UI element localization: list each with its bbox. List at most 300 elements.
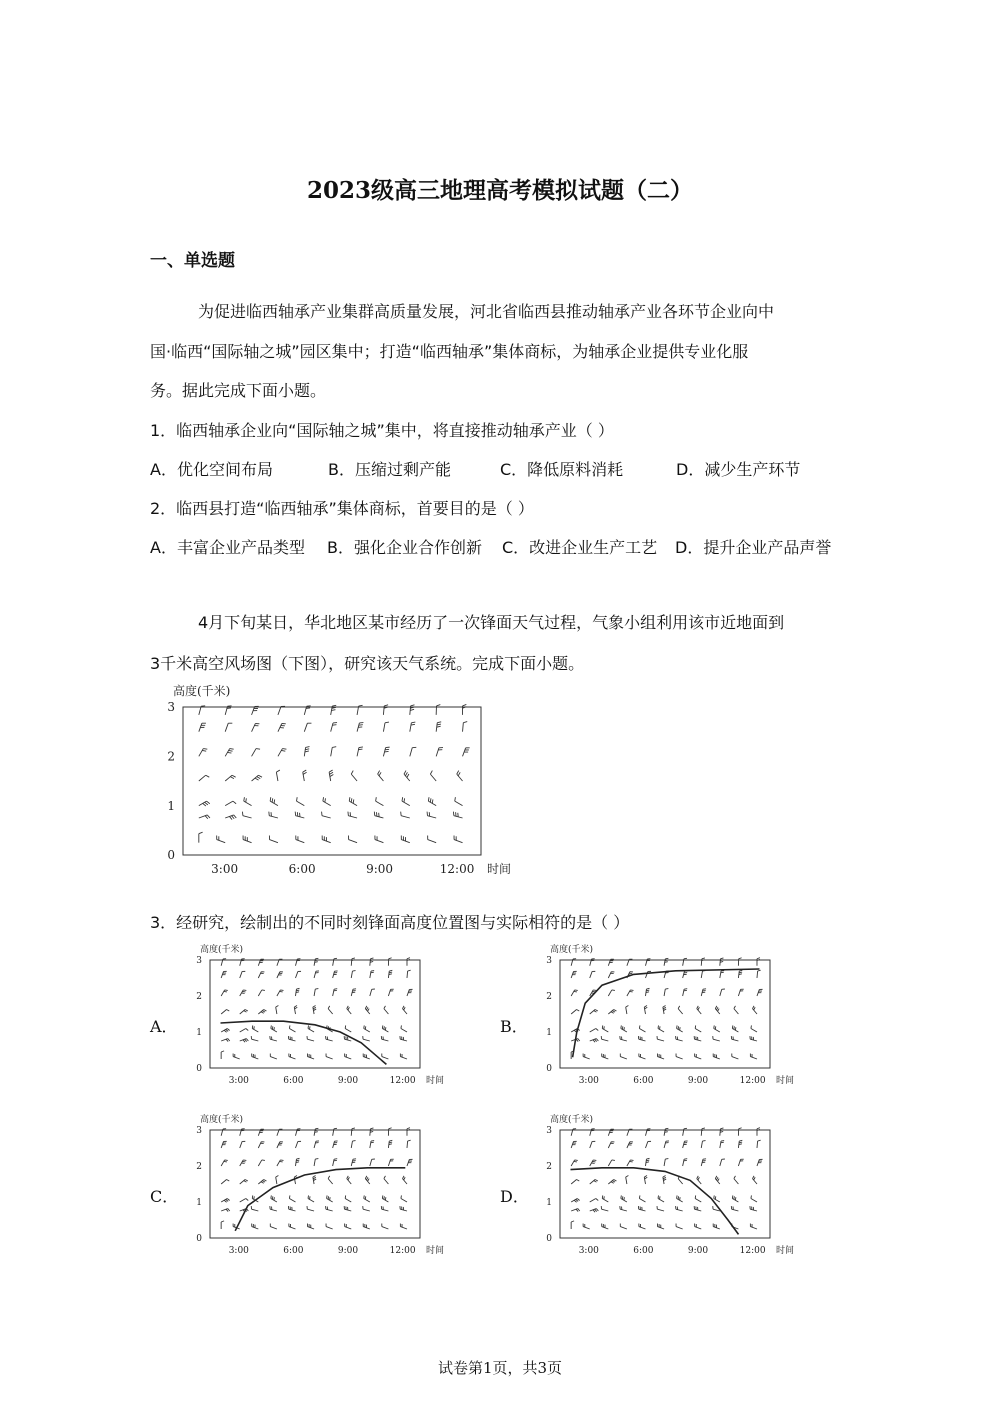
wind-barb xyxy=(608,990,615,996)
wind-barb xyxy=(288,1036,295,1041)
wind-barb xyxy=(407,1140,411,1148)
wind-barb xyxy=(258,972,264,978)
wind-barb xyxy=(221,1039,230,1042)
wind-barb xyxy=(363,1223,370,1229)
wind-barb xyxy=(401,836,410,843)
wind-barb xyxy=(252,775,262,781)
wind-barb xyxy=(757,958,760,966)
wind-barb xyxy=(590,1039,599,1043)
wind-barb xyxy=(463,722,468,732)
wind-barb xyxy=(602,1195,608,1202)
x-tick-label: 9:00 xyxy=(337,1076,359,1086)
wind-barb xyxy=(349,836,358,843)
wind-barb xyxy=(751,1025,757,1032)
wind-barb xyxy=(697,1006,701,1014)
wind-barb xyxy=(375,836,384,843)
wind-barb xyxy=(664,1141,669,1148)
wind-barb xyxy=(383,705,388,715)
wind-barb xyxy=(720,971,724,978)
wind-barb xyxy=(364,1025,370,1032)
wind-barb xyxy=(683,1159,688,1166)
wind-barb xyxy=(225,801,236,806)
wind-barb xyxy=(608,1180,616,1184)
wind-barb xyxy=(638,1036,645,1041)
question-1-stem: 1．临西轴承企业向“国际轴之城”集中，将直接推动轴承产业（ ） xyxy=(150,421,614,440)
wind-barb xyxy=(608,1010,616,1014)
wind-barb xyxy=(221,1199,230,1203)
wind-barb xyxy=(407,970,411,978)
option-d-chart[interactable] xyxy=(540,1110,795,1256)
wind-barb xyxy=(322,836,331,843)
wind-barb xyxy=(664,958,668,965)
q3-option-d-label[interactable]: D． xyxy=(500,1187,529,1206)
wind-barb xyxy=(676,1036,683,1041)
wind-barb xyxy=(626,1175,629,1184)
wind-barb xyxy=(571,1160,578,1166)
wind-barb xyxy=(225,723,232,732)
wind-barb xyxy=(752,1176,756,1184)
wind-barb xyxy=(351,989,356,996)
wind-barb xyxy=(571,1010,579,1014)
wind-barb xyxy=(351,971,355,978)
wind-barb xyxy=(370,989,375,996)
wind-barb xyxy=(757,970,761,978)
wind-barb xyxy=(701,971,705,978)
q2-option-a[interactable]: A．丰富企业产品类型 xyxy=(150,538,305,557)
wind-barb xyxy=(639,1195,645,1202)
question-3-stem: 3．经研究，绘制出的不同时刻锋面高度位置图与实际相符的是（ ） xyxy=(150,913,630,932)
wind-barb xyxy=(271,1195,277,1202)
wind-barb xyxy=(388,1140,392,1148)
x-tick-label: 12:00 xyxy=(389,1246,416,1256)
wind-barb xyxy=(644,1175,647,1184)
wind-barb xyxy=(313,1005,316,1014)
wind-barb xyxy=(701,1159,706,1166)
wind-barb xyxy=(734,1006,738,1014)
wind-barb xyxy=(252,706,259,715)
wind-barb xyxy=(295,1141,301,1148)
wind-barb xyxy=(701,958,705,966)
wind-barb xyxy=(410,747,417,756)
wind-barb xyxy=(303,770,307,781)
wind-barb xyxy=(590,971,596,978)
x-tick-label: 12:00 xyxy=(439,862,475,876)
q1-option-a[interactable]: A．优化空间布局 xyxy=(150,460,273,479)
wind-barb xyxy=(738,1128,741,1136)
wind-barb xyxy=(326,1036,333,1041)
y-tick-label: 0 xyxy=(546,1064,552,1075)
wind-barb xyxy=(333,1141,338,1148)
wind-barb xyxy=(638,1206,645,1211)
x-axis-label: 时间 xyxy=(487,862,512,876)
wind-barb xyxy=(676,1223,683,1229)
wind-barb xyxy=(381,1206,388,1211)
wind-barb xyxy=(221,990,228,996)
wind-barb xyxy=(571,971,577,978)
q3-option-b-label[interactable]: B． xyxy=(500,1017,528,1036)
q2-option-c[interactable]: C．改进企业生产工艺 xyxy=(502,538,658,557)
wind-barb xyxy=(225,815,236,820)
wind-barb xyxy=(695,1053,702,1059)
wind-barb xyxy=(757,1159,763,1166)
wind-barb xyxy=(258,1142,264,1148)
wind-barb xyxy=(714,1195,720,1202)
wind-barb xyxy=(713,1036,720,1041)
wind-barb xyxy=(251,1036,258,1041)
x-tick-label: 3:00 xyxy=(228,1076,249,1086)
wind-barb xyxy=(383,747,389,756)
x-tick-label: 6:00 xyxy=(283,1246,304,1256)
wind-barb xyxy=(757,989,763,996)
wind-barb xyxy=(402,1006,406,1014)
wind-barb xyxy=(590,1199,599,1203)
x-tick-label: 3:00 xyxy=(578,1246,599,1256)
wind-barb xyxy=(295,988,299,996)
wind-barb xyxy=(345,1195,351,1202)
q2-option-d[interactable]: D．提升企业产品声誉 xyxy=(675,538,832,557)
wind-barb xyxy=(738,989,743,996)
wind-barb xyxy=(351,1141,355,1148)
wind-barb xyxy=(590,1180,598,1184)
wind-barb xyxy=(752,1006,756,1014)
wind-barb xyxy=(345,1025,351,1032)
wind-barb xyxy=(331,723,337,732)
wind-barb xyxy=(571,1221,574,1229)
wind-barb xyxy=(384,1006,388,1014)
y-axis-label: 高度(千米) xyxy=(550,1115,594,1125)
wind-barb xyxy=(639,1223,646,1229)
wind-barb xyxy=(221,1180,229,1184)
wind-barb xyxy=(388,1159,393,1166)
wind-barb xyxy=(714,1025,720,1032)
wind-barb xyxy=(328,1176,332,1184)
wind-barb xyxy=(333,989,338,996)
y-tick-label: 3 xyxy=(167,700,175,715)
wind-barb xyxy=(750,1206,757,1211)
wind-barb xyxy=(627,990,634,996)
wind-barb xyxy=(621,1195,627,1202)
wind-barb xyxy=(720,1141,724,1148)
wind-barb xyxy=(307,1223,314,1229)
wind-barb xyxy=(351,958,355,966)
y-axis-label: 高度(千米) xyxy=(200,945,244,955)
wind-barb xyxy=(720,1128,724,1136)
x-tick-label: 6:00 xyxy=(283,1076,304,1086)
wind-barb xyxy=(347,1176,351,1184)
wind-barb xyxy=(240,1199,249,1203)
q1-option-b[interactable]: B．压缩过剩产能 xyxy=(328,460,451,479)
y-tick-label: 1 xyxy=(546,1028,552,1039)
wind-barb xyxy=(410,705,415,715)
wind-barb xyxy=(383,722,389,732)
wind-barb xyxy=(750,1036,757,1041)
wind-barb xyxy=(683,1141,688,1148)
wind-field-chart xyxy=(150,680,512,880)
x-tick-label: 3:00 xyxy=(211,862,239,876)
wind-barb xyxy=(751,1195,757,1202)
wind-barb xyxy=(364,1195,370,1202)
wind-barb xyxy=(252,1223,259,1229)
q1-option-d[interactable]: D．减少生产环节 xyxy=(676,460,801,479)
wind-barb xyxy=(370,971,374,978)
y-tick-label: 2 xyxy=(196,992,202,1003)
wind-barb xyxy=(314,1159,318,1166)
wind-barb xyxy=(738,1159,743,1166)
wind-barb xyxy=(701,989,706,996)
wind-barb xyxy=(645,1141,651,1148)
option-c-chart[interactable] xyxy=(190,1110,445,1256)
wind-barb xyxy=(327,1195,333,1202)
wind-barb xyxy=(590,1209,599,1213)
wind-barb xyxy=(289,1195,295,1202)
y-tick-label: 3 xyxy=(546,956,552,967)
wind-barb xyxy=(627,1160,634,1166)
wind-barb xyxy=(715,1006,719,1014)
wind-barb xyxy=(454,836,463,843)
wind-barb xyxy=(240,971,246,978)
wind-barb xyxy=(225,749,233,757)
wind-barb xyxy=(240,1180,248,1184)
wind-barb xyxy=(351,771,357,781)
wind-barb xyxy=(695,1195,701,1202)
wind-barb xyxy=(400,1036,407,1041)
wind-barb xyxy=(645,1158,649,1166)
q1-option-c[interactable]: C．降低原料消耗 xyxy=(500,460,624,479)
wind-barb xyxy=(242,812,251,818)
x-axis-label: 时间 xyxy=(776,1246,795,1256)
wind-barb xyxy=(388,1128,391,1136)
wind-barb xyxy=(738,1140,742,1148)
wind-barb xyxy=(639,1053,646,1059)
wind-barb xyxy=(258,1180,266,1184)
wind-barb xyxy=(639,1025,645,1032)
x-tick-label: 9:00 xyxy=(366,862,394,876)
wind-barb xyxy=(277,1160,284,1166)
wind-barb xyxy=(627,1142,633,1148)
wind-barb xyxy=(608,972,614,978)
wind-barb xyxy=(382,1223,389,1229)
wind-barb xyxy=(658,1195,664,1202)
y-tick-label: 1 xyxy=(546,1198,552,1209)
front-curve xyxy=(573,969,760,1057)
wind-barb xyxy=(608,1142,614,1148)
wind-barb xyxy=(251,1206,258,1211)
y-tick-label: 0 xyxy=(167,848,175,863)
wind-barb xyxy=(750,1053,757,1059)
wind-barb xyxy=(308,1025,314,1032)
wind-barb xyxy=(683,971,688,978)
wind-barb xyxy=(583,1053,590,1059)
wind-barb xyxy=(720,1159,725,1166)
wind-barb xyxy=(322,812,331,818)
wind-barb xyxy=(252,1053,259,1059)
wind-barb xyxy=(333,958,337,965)
q2-option-b[interactable]: B．强化企业合作创新 xyxy=(327,538,482,557)
wind-barb xyxy=(333,1159,338,1166)
x-tick-label: 3:00 xyxy=(578,1076,599,1086)
wind-barb xyxy=(695,1025,701,1032)
wind-barb xyxy=(244,797,252,805)
wind-barb xyxy=(240,990,247,996)
y-tick-label: 2 xyxy=(196,1162,202,1173)
wind-barb xyxy=(400,1223,407,1229)
wind-barb xyxy=(288,1206,295,1211)
y-tick-label: 2 xyxy=(546,1162,552,1173)
wind-barb xyxy=(314,989,318,996)
wind-barb xyxy=(307,1053,314,1059)
x-tick-label: 6:00 xyxy=(633,1076,654,1086)
y-tick-label: 3 xyxy=(196,956,202,967)
q3-option-c-label[interactable]: C． xyxy=(150,1187,179,1206)
wind-barb xyxy=(243,836,252,843)
wind-barb xyxy=(276,770,279,781)
y-axis-label: 高度(千米) xyxy=(173,684,231,698)
x-tick-label: 6:00 xyxy=(633,1246,654,1256)
question-2-stem: 2．临西县打造“临西轴承”集体商标，首要目的是（ ） xyxy=(150,499,534,518)
wind-barb xyxy=(240,1141,246,1148)
wind-barb xyxy=(295,1158,299,1166)
wind-barb xyxy=(270,1223,277,1229)
option-b-chart[interactable] xyxy=(540,940,795,1086)
q3-option-a-label[interactable]: A． xyxy=(150,1017,178,1036)
passage2-line-2: 3千米高空风场图（下图），研究该天气系统。完成下面小题。 xyxy=(150,654,585,673)
wind-barb xyxy=(221,1160,228,1166)
front-curve xyxy=(235,1168,405,1231)
wind-barb xyxy=(436,722,441,732)
wind-barb xyxy=(363,1206,370,1211)
wind-barb xyxy=(329,770,333,781)
wind-barb xyxy=(571,1209,580,1212)
x-tick-label: 12:00 xyxy=(389,1076,416,1086)
wind-barb xyxy=(571,1141,577,1148)
wind-barb xyxy=(314,1141,319,1148)
wind-barb xyxy=(382,1195,388,1202)
wind-barb xyxy=(270,1053,277,1059)
wind-barb xyxy=(427,812,436,818)
wind-barb xyxy=(347,1006,351,1014)
wind-barb xyxy=(644,1005,647,1014)
wind-barb xyxy=(713,1223,720,1229)
wind-barb xyxy=(463,748,470,757)
wind-barb xyxy=(410,722,416,732)
option-a-chart[interactable] xyxy=(190,940,445,1086)
wind-barb xyxy=(308,1195,314,1202)
wind-barb xyxy=(307,1036,314,1041)
wind-barb xyxy=(314,971,319,978)
wind-barb xyxy=(221,1209,230,1212)
wind-barb xyxy=(374,812,383,818)
wind-barb xyxy=(731,1036,738,1041)
wind-barb xyxy=(348,812,357,818)
wind-barb xyxy=(701,1128,705,1136)
wind-barb xyxy=(694,1206,701,1211)
wind-barb xyxy=(664,1159,668,1166)
y-tick-label: 1 xyxy=(167,798,175,813)
wind-barb xyxy=(713,1053,720,1059)
wind-barb xyxy=(683,958,687,965)
wind-barb xyxy=(297,797,305,805)
wind-barb xyxy=(402,797,410,805)
wind-barb xyxy=(333,1128,337,1135)
wind-barb xyxy=(401,812,410,818)
y-tick-label: 1 xyxy=(196,1198,202,1209)
wind-barb xyxy=(571,1199,580,1203)
wind-barb xyxy=(345,1053,352,1059)
wind-barb xyxy=(326,1223,333,1229)
y-tick-label: 3 xyxy=(196,1126,202,1137)
wind-barb xyxy=(388,958,391,966)
wind-barb xyxy=(270,1036,277,1041)
wind-barb xyxy=(453,812,462,818)
wind-barb xyxy=(221,1221,224,1229)
wind-barb xyxy=(608,1160,615,1166)
wind-barb xyxy=(277,972,283,978)
wind-barb xyxy=(277,990,284,996)
wind-barb xyxy=(370,1141,374,1148)
wind-barb xyxy=(314,958,318,965)
passage1-line-3: 务。据此完成下面小题。 xyxy=(150,381,327,400)
wind-barb xyxy=(240,1039,249,1043)
wind-barb xyxy=(400,1053,407,1059)
wind-barb xyxy=(221,1051,224,1059)
wind-barb xyxy=(732,1053,739,1059)
wind-barb xyxy=(314,1128,318,1135)
wind-barb xyxy=(252,749,260,757)
wind-barb xyxy=(720,958,724,966)
wind-barb xyxy=(757,1140,761,1148)
wind-barb xyxy=(278,724,286,732)
wind-barb xyxy=(683,989,688,996)
wind-barb xyxy=(590,1160,597,1166)
passage1-line-1: 为促进临西轴承产业集群高质量发展，河北省临西县推动轴承产业各环节企业向中 xyxy=(198,302,775,321)
passage2-line-1: 4月下旬某日，华北地区某市经历了一次锋面天气过程，气象小组利用该市近地面到 xyxy=(198,613,785,632)
wind-barb xyxy=(695,1223,702,1229)
wind-barb xyxy=(296,836,305,843)
x-axis-label: 时间 xyxy=(776,1076,795,1086)
x-axis-label: 时间 xyxy=(426,1246,445,1256)
wind-barb xyxy=(428,797,436,805)
wind-barb xyxy=(199,775,209,781)
wind-barb xyxy=(221,1029,230,1033)
wind-barb xyxy=(295,812,304,818)
wind-barb xyxy=(676,1053,683,1059)
wind-barb xyxy=(401,1195,407,1202)
wind-barb xyxy=(657,1223,664,1229)
wind-barb xyxy=(583,1223,590,1229)
page-title: 2023级高三地理高考模拟试题（二） xyxy=(306,177,693,204)
wind-barb xyxy=(404,771,410,781)
wind-barb xyxy=(663,1175,666,1184)
wind-barb xyxy=(602,1025,608,1032)
wind-barb xyxy=(590,1010,598,1014)
wind-barb xyxy=(199,749,207,757)
wind-barb xyxy=(407,958,410,966)
wind-barb xyxy=(258,990,265,996)
x-tick-label: 9:00 xyxy=(687,1076,709,1086)
x-axis-label: 时间 xyxy=(426,1076,445,1086)
wind-barb xyxy=(388,970,392,978)
wind-barb xyxy=(683,1128,687,1135)
wind-barb xyxy=(738,958,741,966)
wind-barb xyxy=(590,1029,599,1033)
y-tick-label: 0 xyxy=(196,1064,202,1075)
wind-barb xyxy=(401,1025,407,1032)
y-tick-label: 0 xyxy=(546,1234,552,1245)
x-tick-label: 9:00 xyxy=(687,1246,709,1256)
wind-barb xyxy=(738,970,742,978)
wind-barb xyxy=(363,1053,370,1059)
wind-barb xyxy=(199,815,210,819)
